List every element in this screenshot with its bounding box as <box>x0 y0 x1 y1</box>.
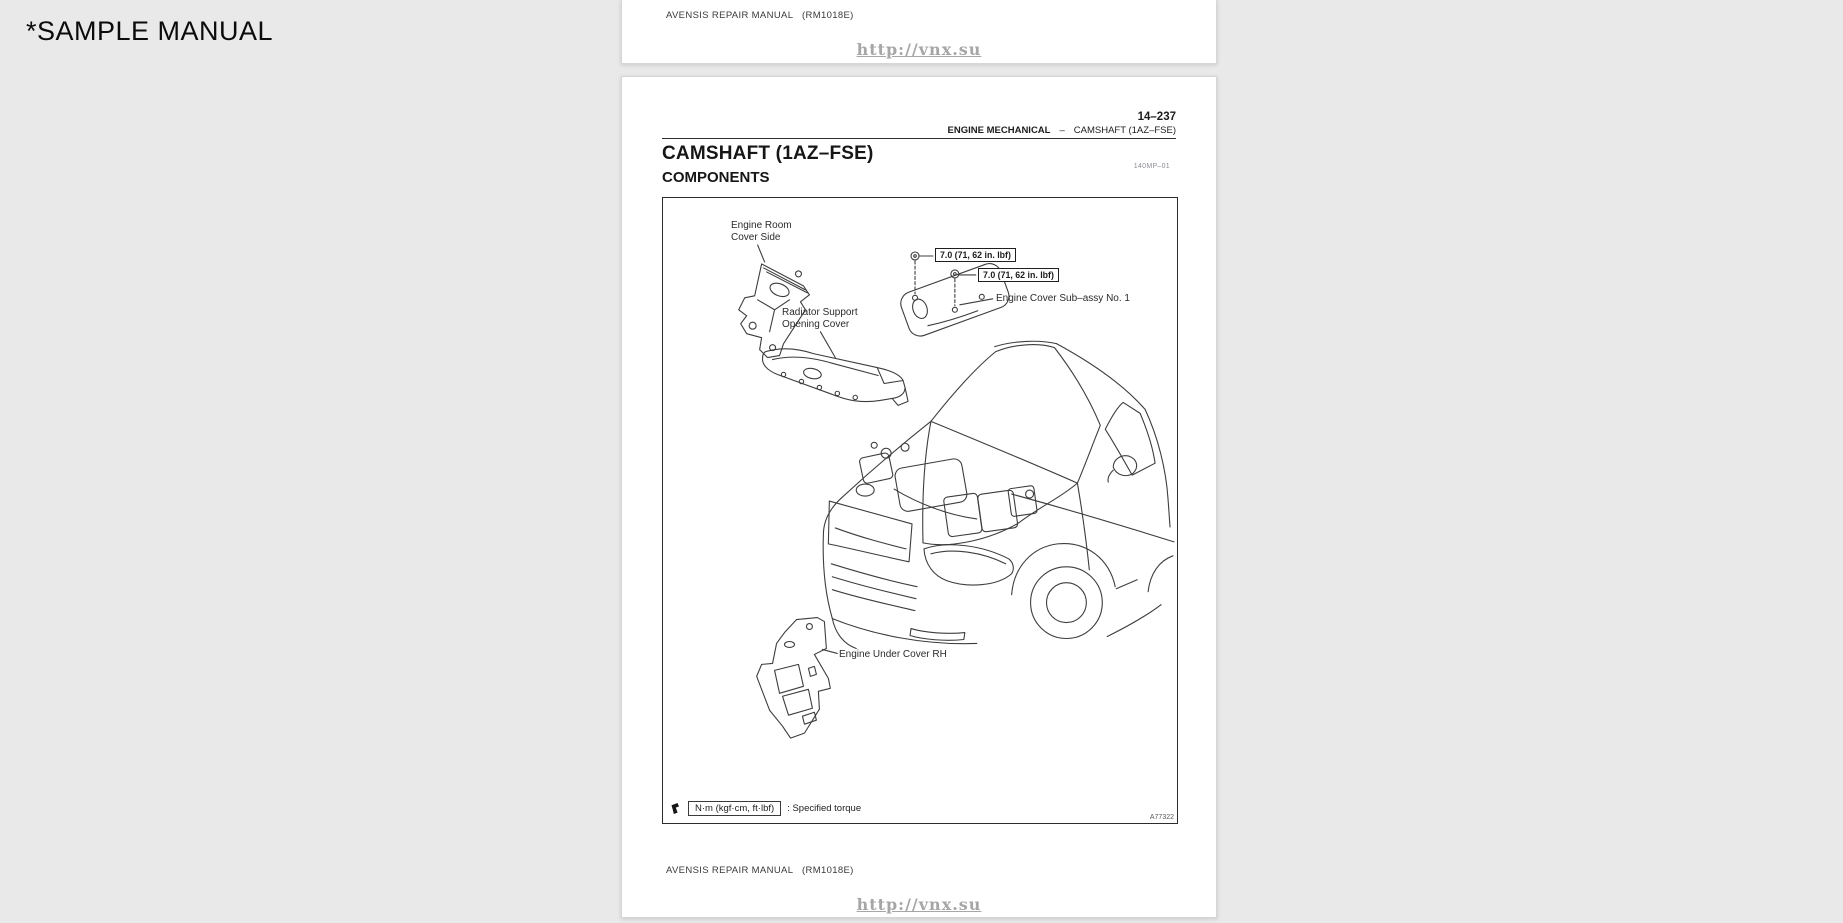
previous-page-card <box>621 0 1217 64</box>
label-radiator-support-cover <box>782 307 858 331</box>
torque-unit-box: N·m (kgf·cm, ft·lbf) <box>688 801 781 816</box>
sample-manual-label: *SAMPLE MANUAL <box>26 16 274 46</box>
page-title: CAMSHAFT (1AZ–FSE) <box>662 143 874 164</box>
torque-callout-2: 7.0 (71, 62 in. lbf) <box>978 268 1059 282</box>
breadcrumb <box>662 125 1176 139</box>
diagram-line-art <box>663 198 1177 823</box>
bolt-icon <box>671 802 682 815</box>
revision-code: 140MP–01 <box>1133 163 1170 170</box>
label-line: Radiator Support <box>782 307 858 318</box>
previous-page-header: AVENSIS REPAIR MANUAL (RM1018E) <box>666 10 854 21</box>
manual-page-card <box>621 76 1217 918</box>
torque-legend <box>671 801 861 816</box>
breadcrumb-section: ENGINE MECHANICAL <box>947 125 1051 136</box>
page-footer: AVENSIS REPAIR MANUAL (RM1018E) <box>666 865 854 876</box>
label-line: Opening Cover <box>782 319 850 330</box>
page-number: 14–237 <box>1137 111 1176 123</box>
label-engine-cover-subassy: Engine Cover Sub–assy No. 1 <box>996 293 1130 304</box>
components-diagram <box>662 197 1178 824</box>
label-line: Engine Room <box>731 220 792 231</box>
label-engine-room-cover-side <box>731 220 792 244</box>
label-engine-under-cover-rh: Engine Under Cover RH <box>839 649 947 660</box>
breadcrumb-separator: – <box>1059 125 1065 136</box>
watermark-url: http://vnx.su <box>856 895 982 914</box>
label-line: Cover Side <box>731 232 781 243</box>
watermark-url: http://vnx.su <box>856 40 982 59</box>
breadcrumb-topic: CAMSHAFT (1AZ–FSE) <box>1073 125 1176 136</box>
torque-callout-1: 7.0 (71, 62 in. lbf) <box>935 248 1016 262</box>
page-subtitle: COMPONENTS <box>662 169 770 186</box>
figure-code: A77322 <box>1149 814 1174 821</box>
torque-legend-suffix: : Specified torque <box>787 803 862 814</box>
